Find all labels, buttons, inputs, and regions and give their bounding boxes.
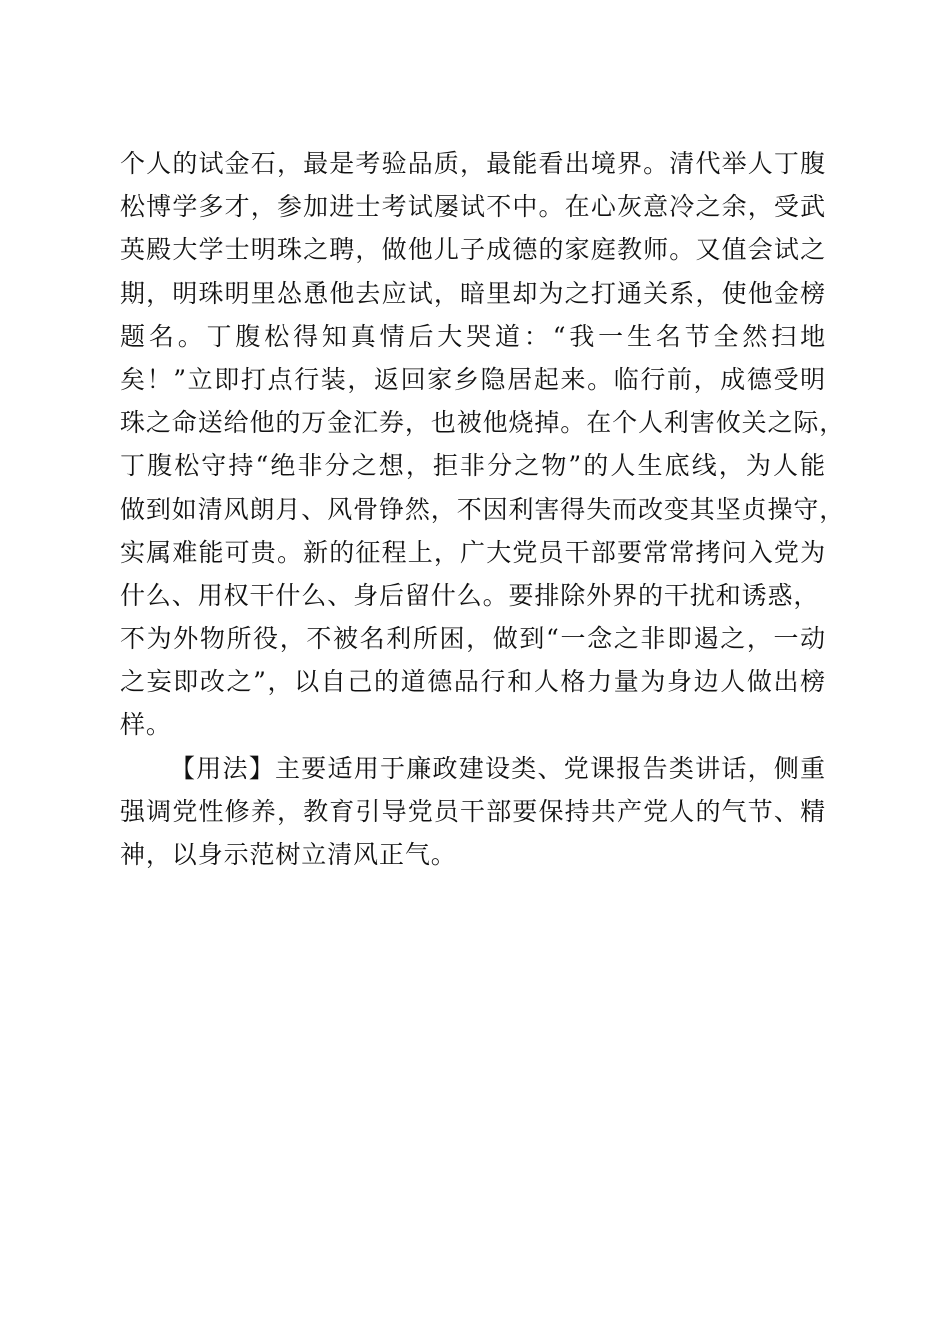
text-line: 什么、用权干什么、身后留什么。要排除外界的干扰和诱惑， <box>120 580 820 610</box>
text-line: 松博学多才，参加进士考试屡试不中。在心灰意冷之余，受武 <box>120 192 826 222</box>
document-body <box>120 142 846 876</box>
text-line: 期，明珠明里怂恿他去应试，暗里却为之打通关系，使他金榜 <box>120 278 826 308</box>
text-line: 样。 <box>120 710 172 740</box>
text-line: 个人的试金石，最是考验品质，最能看出境界。清代举人丁腹 <box>120 149 826 178</box>
paragraph-usage <box>120 747 826 877</box>
text-line: 之妄即改之”，以自己的道德品行和人格力量为身边人做出榜 <box>120 667 826 697</box>
text-line: 丁腹松守持“绝非分之想，拒非分之物”的人生底线，为人能 <box>120 451 826 481</box>
text-line: 题名。丁腹松得知真情后大哭道：“我一生名节全然扫地 <box>120 321 826 351</box>
usage-line: 神，以身示范树立清风正气。 <box>120 840 457 869</box>
text-line: 做到如清风朗月、风骨铮然，不因利害得失而改变其坚贞操守， <box>120 494 846 524</box>
text-line: 珠之命送给他的万金汇券，也被他烧掉。在个人利害攸关之际， <box>120 408 846 438</box>
text-line: 不为外物所役，不被名利所困，做到“一念之非即遏之，一动 <box>120 624 826 654</box>
usage-line: 【用法】主要适用于廉政建设类、党课报告类讲话，侧重 <box>170 753 826 783</box>
text-line: 矣！”立即打点行装，返回家乡隐居起来。临行前，成德受明 <box>120 364 826 394</box>
text-line: 实属难能可贵。新的征程上，广大党员干部要常常拷问入党为 <box>120 537 826 567</box>
usage-line: 强调党性修养，教育引导党员干部要保持共产党人的气节、精 <box>120 796 826 826</box>
paragraph-story <box>120 142 846 747</box>
text-line: 英殿大学士明珠之聘，做他儿子成德的家庭教师。又值会试之 <box>120 235 826 265</box>
